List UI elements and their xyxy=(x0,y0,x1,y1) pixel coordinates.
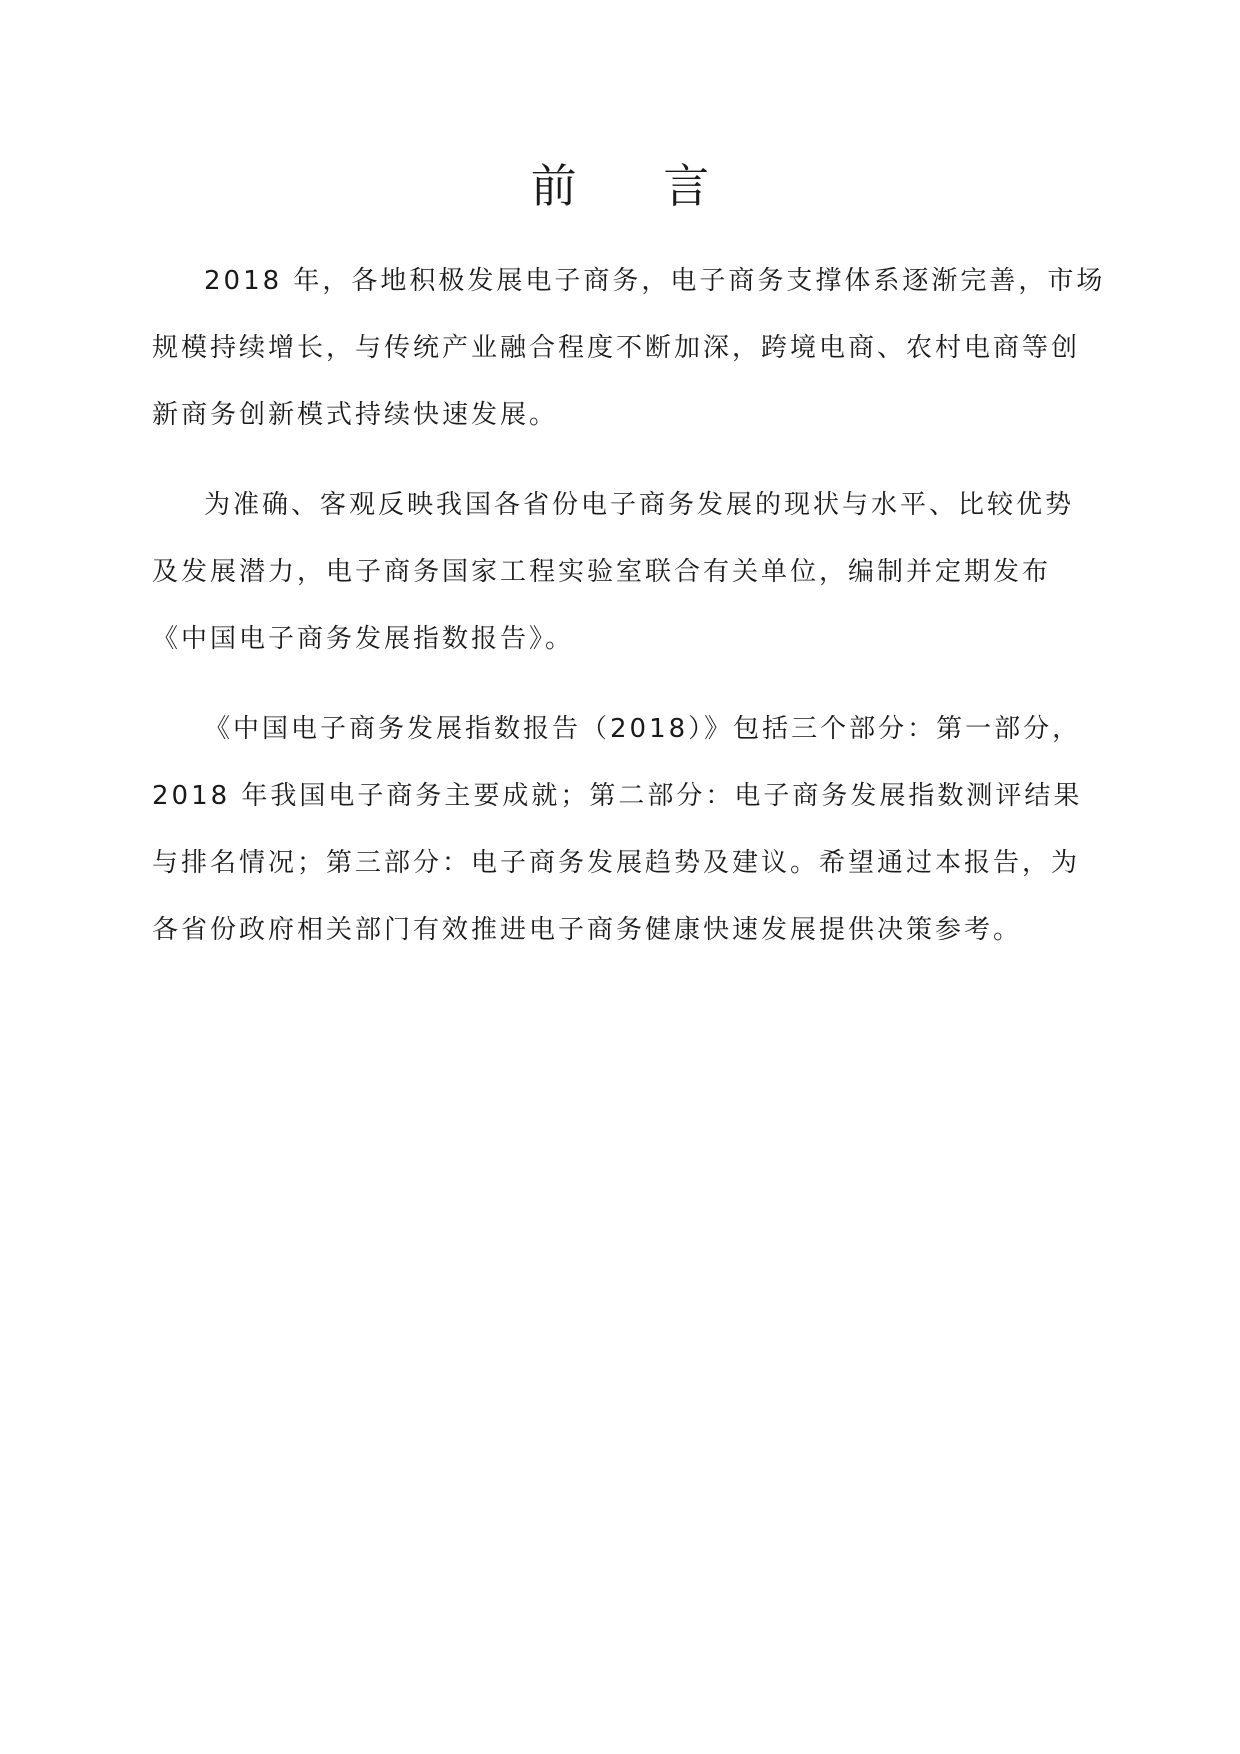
paragraph-line: 2018 年我国电子商务主要成就；第二部分：电子商务发展指数测评结果 xyxy=(152,781,1083,811)
paragraph-line: 2018 年，各地积极发展电子商务，电子商务支撑体系逐渐完善，市场 xyxy=(204,266,1106,296)
paragraph-line: 新商务创新模式持续快速发展。 xyxy=(152,400,559,430)
paragraph-line: 规模持续增长，与传统产业融合程度不断加深，跨境电商、农村电商等创 xyxy=(152,333,1081,363)
paragraph-line: 《中国电子商务发展指数报告》。 xyxy=(152,624,575,654)
paragraph-line: 及发展潜力，电子商务国家工程实验室联合有关单位，编制并定期发布 xyxy=(152,557,1052,587)
paragraph-3 xyxy=(152,696,1092,964)
paragraph-line: 各省份政府相关部门有效推进电子商务健康快速发展提供决策参考。 xyxy=(152,915,1023,945)
paragraph-2 xyxy=(152,472,1092,673)
page-title: 前 言 xyxy=(530,159,746,213)
paragraph-line: 《中国电子商务发展指数报告（2018）》包括三个部分：第一部分， xyxy=(204,714,1082,744)
paragraph-line: 与排名情况；第三部分：电子商务发展趋势及建议。希望通过本报告，为 xyxy=(152,848,1081,878)
paragraph-1 xyxy=(152,248,1106,449)
document-body xyxy=(152,248,1106,987)
paragraph-line: 为准确、客观反映我国各省份电子商务发展的现状与水平、比较优势 xyxy=(204,490,1075,520)
